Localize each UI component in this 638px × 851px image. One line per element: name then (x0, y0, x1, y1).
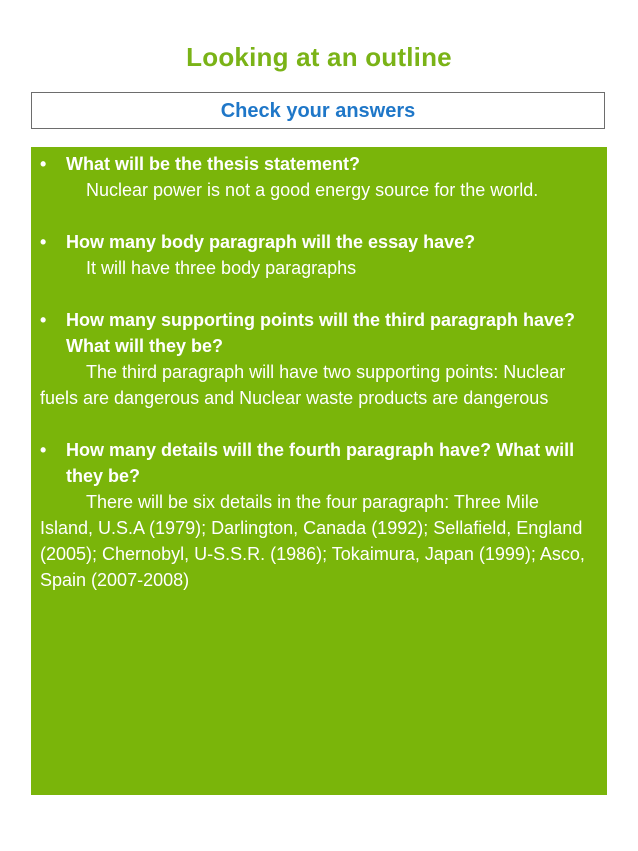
answer: It will have three body paragraphs (86, 258, 357, 278)
question-text: What will be the thesis statement? (66, 154, 361, 174)
bullet: • (40, 310, 47, 330)
question (40, 229, 587, 255)
bullet: • (40, 154, 47, 174)
question-text: How many supporting points will the third paragraph have? What will they be? (66, 310, 576, 356)
bullet: • (40, 232, 47, 252)
qa-item (40, 437, 587, 593)
question (40, 437, 587, 489)
question-text: How many body paragraph will the essay have? (66, 232, 476, 252)
answer: There will be six details in the four paragraph: Three Mile Island, U.S.A (1979); Darlington, Canada (1992); Sellafield, England (2005); Chernobyl, U-S.S.R. (1986); Tokaimura, Japan (1999); Asco, Spain (2007-2008) (40, 492, 585, 590)
question (40, 151, 587, 177)
page-title: Looking at an outline (186, 42, 452, 72)
qa-item (40, 151, 587, 203)
question (40, 307, 587, 359)
answer: The third paragraph will have two supporting points: Nuclear fuels are dangerous and Nuclear waste products are dangerous (40, 362, 566, 408)
subtitle-box (31, 92, 605, 129)
question-text: How many details will the fourth paragraph have? What will they be? (66, 440, 575, 486)
qa-item (40, 307, 587, 411)
subtitle: Check your answers (220, 100, 416, 122)
qa-item (40, 229, 587, 281)
bullet: • (40, 440, 47, 460)
answers-panel (31, 147, 607, 795)
answer: Nuclear power is not a good energy source for the world. (86, 180, 539, 200)
